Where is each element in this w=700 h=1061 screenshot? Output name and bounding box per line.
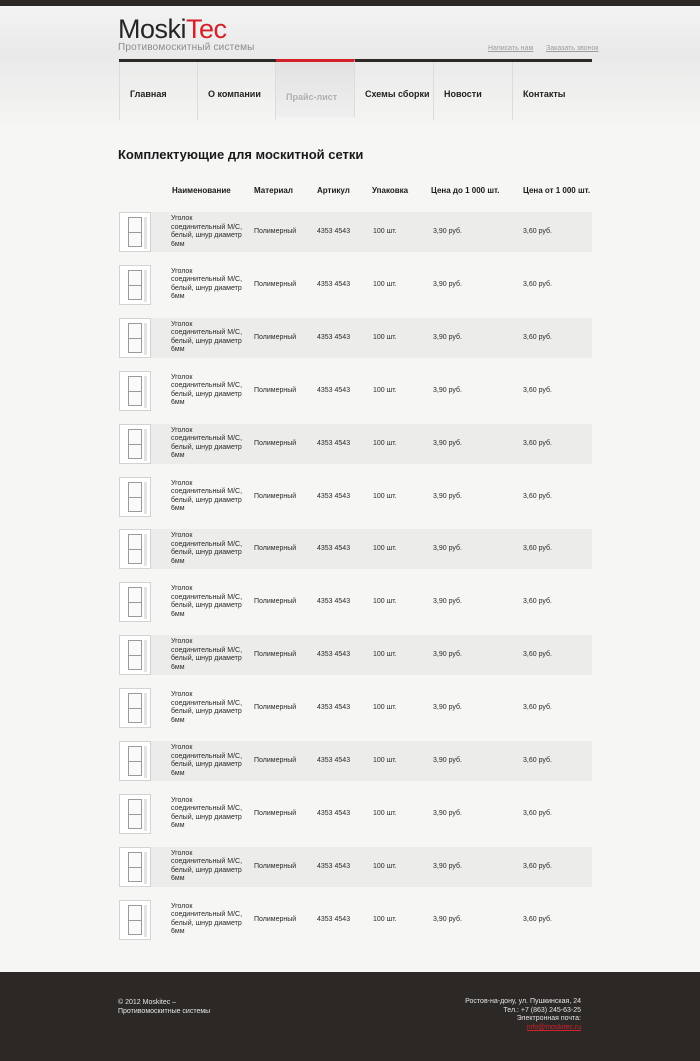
copyright-line: © 2012 Moskitec –	[118, 999, 177, 1006]
cell-article: 4353 4543	[317, 492, 351, 500]
table-row	[119, 741, 592, 781]
cell-pack: 100 шт.	[373, 333, 397, 341]
cell-price-high: 3,60 руб.	[523, 439, 552, 447]
cell-price-high: 3,60 руб.	[523, 915, 552, 923]
cell-material: Полимерный	[254, 598, 297, 606]
cell-material: Полимерный	[254, 492, 297, 500]
cell-name: Уголок соединительный М/С, белый, шнур диаметр 6мм	[171, 849, 243, 883]
product-thumbnail-icon[interactable]	[119, 741, 151, 781]
product-thumbnail-icon[interactable]	[119, 688, 151, 728]
nav-item-price-list[interactable]: Прайс-лист	[276, 59, 355, 117]
column-header-price-low: Цена до 1 000 шт.	[431, 186, 500, 195]
cell-pack: 100 шт.	[373, 862, 397, 870]
copyright-company: Противомоскитные системы	[118, 1007, 211, 1015]
cell-name: Уголок соединительный М/С, белый, шнур диаметр 6мм	[171, 373, 243, 407]
column-header-article: Артикул	[317, 186, 350, 195]
cell-price-high: 3,60 руб.	[523, 545, 552, 553]
cell-article: 4353 4543	[317, 915, 351, 923]
nav-item-news[interactable]: Новости	[434, 62, 513, 120]
nav-item-home[interactable]: Главная	[119, 62, 198, 120]
cell-price-high: 3,60 руб.	[523, 598, 552, 606]
product-thumbnail-icon[interactable]	[119, 265, 151, 305]
footer-phone: Тел.: +7 (863) 245-63-25	[503, 1006, 581, 1014]
table-row	[119, 794, 592, 834]
logo-text: MoskiTec	[118, 14, 227, 44]
cell-name: Уголок соединительный М/С, белый, шнур диаметр 6мм	[171, 585, 243, 618]
cell-article: 4353 4543	[317, 862, 351, 870]
column-header-pack: Упаковка	[372, 186, 409, 195]
product-thumbnail-icon[interactable]	[119, 529, 151, 569]
cell-article: 4353 4543	[317, 704, 351, 712]
cell-name: Уголок соединительный М/С, белый, шнур диаметр 6мм	[171, 902, 243, 936]
cell-pack: 100 шт.	[373, 439, 397, 447]
product-thumbnail-icon[interactable]	[119, 847, 151, 887]
cell-article: 4353 4543	[317, 545, 351, 553]
cell-article: 4353 4543	[317, 386, 351, 394]
product-thumbnail-icon[interactable]	[119, 477, 151, 517]
cell-material: Полимерный	[254, 439, 297, 447]
footer-email-label: Электронная почта:	[516, 1015, 581, 1022]
cell-price-high: 3,60 руб.	[523, 492, 552, 500]
cell-price-low: 3,90 руб.	[433, 492, 462, 500]
cell-price-high: 3,60 руб.	[523, 809, 552, 817]
cell-material: Полимерный	[254, 228, 297, 235]
cell-material: Полимерный	[254, 333, 297, 341]
cell-name: Уголок соединительный М/С, белый, шнур диаметр 6мм	[171, 267, 243, 301]
cell-article: 4353 4543	[317, 439, 351, 447]
cell-material: Полимерный	[254, 280, 297, 288]
table-row	[119, 582, 592, 622]
footer-contacts	[465, 998, 581, 1032]
cell-article: 4353 4543	[317, 757, 351, 764]
cell-pack: 100 шт.	[373, 809, 397, 817]
cell-name: Уголок соединительный М/С, белый, шнур диаметр 6мм	[171, 320, 243, 354]
cell-price-low: 3,90 руб.	[433, 228, 462, 235]
table-row	[119, 424, 592, 464]
product-thumbnail-icon[interactable]	[119, 424, 151, 464]
cell-pack: 100 шт.	[373, 386, 397, 394]
footer	[0, 972, 700, 1061]
cell-name: Уголок соединительный М/С, белый, шнур диаметр 6мм	[171, 532, 243, 565]
column-header-name: Наименование	[172, 186, 231, 195]
cell-price-high: 3,60 руб.	[523, 862, 552, 870]
cell-price-low: 3,90 руб.	[433, 598, 462, 606]
cell-material: Полимерный	[254, 704, 297, 712]
cell-price-low: 3,90 руб.	[433, 704, 462, 712]
table-row	[119, 900, 592, 940]
cell-pack: 100 шт.	[373, 492, 397, 500]
table-row	[119, 847, 592, 887]
cell-price-low: 3,90 руб.	[433, 915, 462, 923]
cell-pack: 100 шт.	[373, 598, 397, 606]
cell-price-high: 3,60 руб.	[523, 333, 552, 341]
cell-article: 4353 4543	[317, 651, 351, 659]
header	[0, 6, 700, 59]
cell-pack: 100 шт.	[373, 280, 397, 288]
cell-name: Уголок соединительный М/С, белый, шнур диаметр 6мм	[171, 691, 243, 724]
product-thumbnail-icon[interactable]	[119, 212, 151, 252]
cell-name: Уголок соединительный М/С, белый, шнур диаметр 6мм	[171, 479, 243, 512]
product-thumbnail-icon[interactable]	[119, 371, 151, 411]
cell-name: Уголок соединительный М/С, белый, шнур диаметр 6мм	[171, 426, 243, 460]
footer-copyright	[118, 999, 210, 1016]
cell-price-low: 3,90 руб.	[433, 333, 462, 341]
write-us-link[interactable]: Написать нам	[488, 45, 534, 52]
cell-price-high: 3,60 руб.	[523, 651, 552, 659]
logo-subtitle: Противомоскитный системы	[118, 42, 255, 53]
footer-email-link[interactable]: info@moskitec.ru	[526, 1023, 581, 1031]
cell-pack: 100 шт.	[373, 915, 397, 923]
logo[interactable]	[118, 16, 255, 53]
cell-name: Уголок соединительный М/С, белый, шнур диаметр 6мм	[171, 744, 243, 777]
cell-material: Полимерный	[254, 862, 297, 870]
table-row	[119, 318, 592, 358]
cell-article: 4353 4543	[317, 280, 351, 288]
cell-price-low: 3,90 руб.	[433, 280, 462, 288]
column-header-material: Материал	[254, 186, 293, 195]
footer-address: Ростов-на-дону, ул. Пушкинская, 24	[465, 998, 581, 1005]
cell-material: Полимерный	[254, 757, 297, 764]
cell-price-high: 3,60 руб.	[523, 704, 552, 712]
page-title: Комплектующие для москитной сетки	[118, 147, 364, 162]
table-row	[119, 529, 592, 569]
cell-price-low: 3,90 руб.	[433, 651, 462, 659]
nav-item-assembly[interactable]: Схемы сборки	[355, 62, 434, 120]
cell-pack: 100 шт.	[373, 545, 397, 553]
cell-price-low: 3,90 руб.	[433, 757, 462, 764]
product-thumbnail-icon[interactable]	[119, 900, 151, 940]
cell-pack: 100 шт.	[373, 651, 397, 659]
column-header-price-high: Цена от 1 000 шт.	[523, 186, 591, 195]
table-row	[119, 688, 592, 728]
table-row	[119, 371, 592, 411]
cell-price-high: 3,60 руб.	[523, 757, 552, 764]
cell-name: Уголок соединительный М/С, белый, шнур диаметр 6мм	[171, 215, 243, 248]
cell-price-low: 3,90 руб.	[433, 862, 462, 870]
table-row	[119, 265, 592, 305]
order-call-link[interactable]: Заказать звонок	[546, 45, 599, 52]
cell-article: 4353 4543	[317, 333, 351, 341]
cell-price-low: 3,90 руб.	[433, 439, 462, 447]
cell-price-high: 3,60 руб.	[523, 280, 552, 288]
cell-pack: 100 шт.	[373, 228, 397, 235]
cell-article: 4353 4543	[317, 598, 351, 606]
cell-price-low: 3,90 руб.	[433, 386, 462, 394]
cell-pack: 100 шт.	[373, 757, 397, 764]
cell-material: Полимерный	[254, 386, 297, 394]
cell-pack: 100 шт.	[373, 704, 397, 712]
cell-material: Полимерный	[254, 915, 297, 923]
cell-article: 4353 4543	[317, 228, 351, 235]
product-thumbnail-icon[interactable]	[119, 318, 151, 358]
product-thumbnail-icon[interactable]	[119, 582, 151, 622]
cell-price-low: 3,90 руб.	[433, 545, 462, 553]
cell-material: Полимерный	[254, 809, 297, 817]
nav-item-contacts[interactable]: Контакты	[523, 89, 566, 99]
cell-material: Полимерный	[254, 651, 297, 659]
cell-price-low: 3,90 руб.	[433, 809, 462, 817]
nav-item-about[interactable]: О компании	[198, 62, 276, 120]
table-row	[119, 635, 592, 675]
product-thumbnail-icon[interactable]	[119, 794, 151, 834]
table-row	[119, 212, 592, 252]
cell-price-high: 3,60 руб.	[523, 228, 552, 235]
product-thumbnail-icon[interactable]	[119, 635, 151, 675]
cell-article: 4353 4543	[317, 809, 351, 817]
cell-material: Полимерный	[254, 545, 297, 553]
cell-name: Уголок соединительный М/С, белый, шнур диаметр 6мм	[171, 796, 243, 830]
cell-name: Уголок соединительный М/С, белый, шнур диаметр 6мм	[171, 638, 243, 671]
table-row	[119, 477, 592, 517]
cell-price-high: 3,60 руб.	[523, 386, 552, 394]
